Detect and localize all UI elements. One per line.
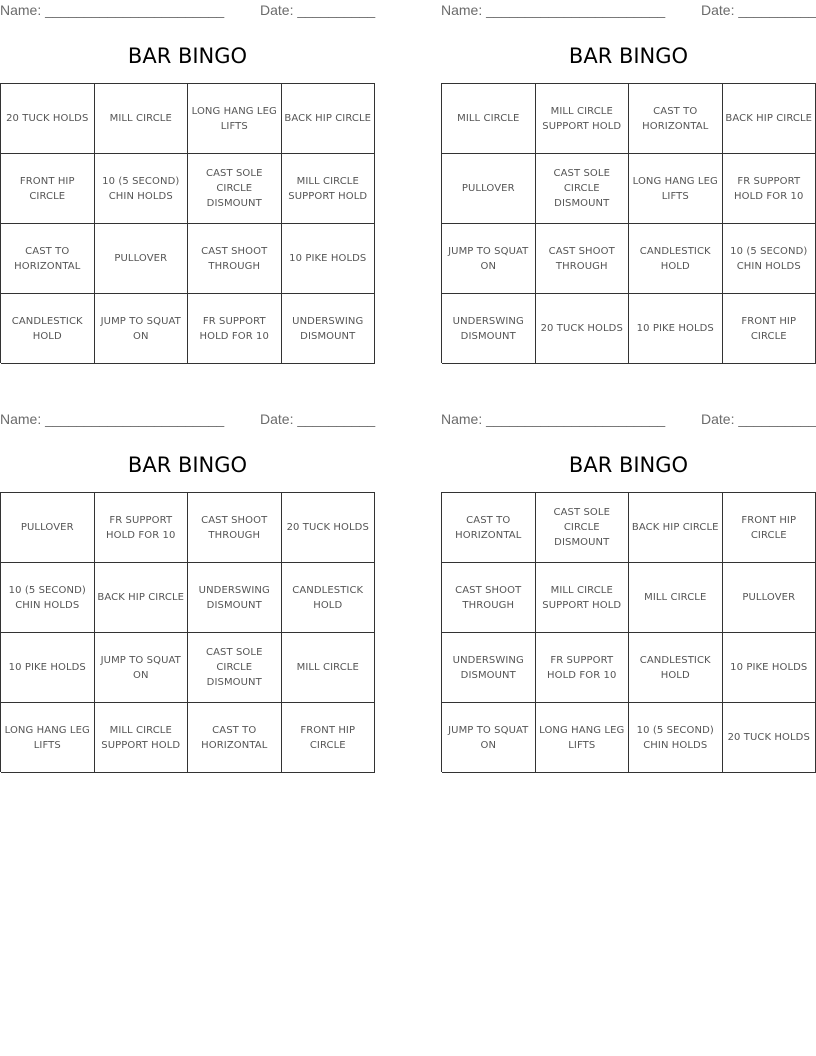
card-title: BAR BINGO xyxy=(127,453,248,477)
bingo-cell: JUMP TO SQUAT ON xyxy=(442,703,536,773)
bingo-cell: UNDERSWING DISMOUNT xyxy=(188,563,282,633)
bingo-cell: UNDERSWING DISMOUNT xyxy=(442,633,536,703)
card-title: BAR BINGO xyxy=(568,44,689,68)
bingo-cell: BACK HIP CIRCLE xyxy=(629,493,723,563)
bingo-cell: PULLOVER xyxy=(723,563,816,633)
bingo-cell: FRONT HIP CIRCLE xyxy=(723,493,816,563)
bingo-cell: LONG HANG LEG LIFTS xyxy=(536,703,630,773)
name-field-label: Name: _______________________ xyxy=(0,2,225,18)
bingo-cell: CAST TO HORIZONTAL xyxy=(1,224,95,294)
bingo-cell: MILL CIRCLE xyxy=(95,84,189,154)
bingo-cell: CAST TO HORIZONTAL xyxy=(629,84,723,154)
bingo-cell: PULLOVER xyxy=(1,493,95,563)
bingo-cell: 10 PIKE HOLDS xyxy=(723,633,816,703)
bingo-cell: MILL CIRCLE xyxy=(442,84,536,154)
bingo-cell: CAST SOLE CIRCLE DISMOUNT xyxy=(188,633,282,703)
bingo-cell: MILL CIRCLE SUPPORT HOLD xyxy=(536,563,630,633)
bingo-cell: FRONT HIP CIRCLE xyxy=(723,294,816,364)
bingo-cell: CAST SOLE CIRCLE DISMOUNT xyxy=(188,154,282,224)
bingo-cell: FRONT HIP CIRCLE xyxy=(282,703,376,773)
bingo-card xyxy=(0,0,375,363)
bingo-cell: 10 (5 SECOND) CHIN HOLDS xyxy=(723,224,816,294)
bingo-cell: 10 PIKE HOLDS xyxy=(629,294,723,364)
bingo-cell: BACK HIP CIRCLE xyxy=(95,563,189,633)
bingo-cell: CAST TO HORIZONTAL xyxy=(442,493,536,563)
bingo-grid xyxy=(0,492,375,772)
bingo-cell: UNDERSWING DISMOUNT xyxy=(442,294,536,364)
bingo-grid xyxy=(0,83,375,363)
bingo-cell: LONG HANG LEG LIFTS xyxy=(1,703,95,773)
bingo-grid xyxy=(441,83,816,363)
name-field-label: Name: _______________________ xyxy=(441,2,666,18)
name-date-line xyxy=(0,409,375,431)
bingo-cell: CANDLESTICK HOLD xyxy=(1,294,95,364)
bingo-cell: BACK HIP CIRCLE xyxy=(723,84,816,154)
bingo-cell: 20 TUCK HOLDS xyxy=(536,294,630,364)
bingo-cell: MILL CIRCLE SUPPORT HOLD xyxy=(536,84,630,154)
bingo-cell: CANDLESTICK HOLD xyxy=(282,563,376,633)
bingo-cell: PULLOVER xyxy=(442,154,536,224)
card-title: BAR BINGO xyxy=(127,44,248,68)
name-field-label: Name: _______________________ xyxy=(0,411,225,427)
bingo-cell: CANDLESTICK HOLD xyxy=(629,224,723,294)
bingo-cell: CAST SOLE CIRCLE DISMOUNT xyxy=(536,493,630,563)
bingo-cell: LONG HANG LEG LIFTS xyxy=(629,154,723,224)
bingo-cell: FR SUPPORT HOLD FOR 10 xyxy=(723,154,816,224)
bingo-card xyxy=(441,409,816,772)
bingo-cell: FR SUPPORT HOLD FOR 10 xyxy=(536,633,630,703)
bingo-cell: CAST SHOOT THROUGH xyxy=(442,563,536,633)
bingo-cell: MILL CIRCLE SUPPORT HOLD xyxy=(95,703,189,773)
date-field-label: Date: __________ xyxy=(701,2,816,18)
bingo-cell: MILL CIRCLE SUPPORT HOLD xyxy=(282,154,376,224)
bingo-card xyxy=(0,409,375,772)
bingo-cell: LONG HANG LEG LIFTS xyxy=(188,84,282,154)
bingo-cell: CANDLESTICK HOLD xyxy=(629,633,723,703)
bingo-cell: BACK HIP CIRCLE xyxy=(282,84,376,154)
bingo-cell: MILL CIRCLE xyxy=(282,633,376,703)
bingo-cell: CAST SHOOT THROUGH xyxy=(188,224,282,294)
name-date-line xyxy=(441,0,816,22)
bingo-card xyxy=(441,0,816,363)
bingo-cell: FR SUPPORT HOLD FOR 10 xyxy=(188,294,282,364)
bingo-cell: JUMP TO SQUAT ON xyxy=(442,224,536,294)
name-date-line xyxy=(441,409,816,431)
bingo-cell: CAST SHOOT THROUGH xyxy=(536,224,630,294)
bingo-cell: FRONT HIP CIRCLE xyxy=(1,154,95,224)
bingo-cell: MILL CIRCLE xyxy=(629,563,723,633)
card-title: BAR BINGO xyxy=(568,453,689,477)
name-field-label: Name: _______________________ xyxy=(441,411,666,427)
bingo-cell: 10 PIKE HOLDS xyxy=(282,224,376,294)
date-field-label: Date: __________ xyxy=(260,411,376,427)
bingo-cell: 10 (5 SECOND) CHIN HOLDS xyxy=(629,703,723,773)
bingo-cell: 20 TUCK HOLDS xyxy=(282,493,376,563)
bingo-grid xyxy=(441,492,816,772)
bingo-cell: 10 (5 SECOND) CHIN HOLDS xyxy=(95,154,189,224)
bingo-cell: CAST SOLE CIRCLE DISMOUNT xyxy=(536,154,630,224)
bingo-cell: 20 TUCK HOLDS xyxy=(723,703,816,773)
bingo-cell: 20 TUCK HOLDS xyxy=(1,84,95,154)
bingo-cell: 10 (5 SECOND) CHIN HOLDS xyxy=(1,563,95,633)
name-date-line xyxy=(0,0,375,22)
bingo-cell: PULLOVER xyxy=(95,224,189,294)
bingo-cell: JUMP TO SQUAT ON xyxy=(95,633,189,703)
bingo-cell: CAST SHOOT THROUGH xyxy=(188,493,282,563)
bingo-cell: CAST TO HORIZONTAL xyxy=(188,703,282,773)
bingo-cell: UNDERSWING DISMOUNT xyxy=(282,294,376,364)
bingo-cell: FR SUPPORT HOLD FOR 10 xyxy=(95,493,189,563)
bingo-cell: 10 PIKE HOLDS xyxy=(1,633,95,703)
date-field-label: Date: __________ xyxy=(701,411,816,427)
bingo-cell: JUMP TO SQUAT ON xyxy=(95,294,189,364)
date-field-label: Date: __________ xyxy=(260,2,376,18)
